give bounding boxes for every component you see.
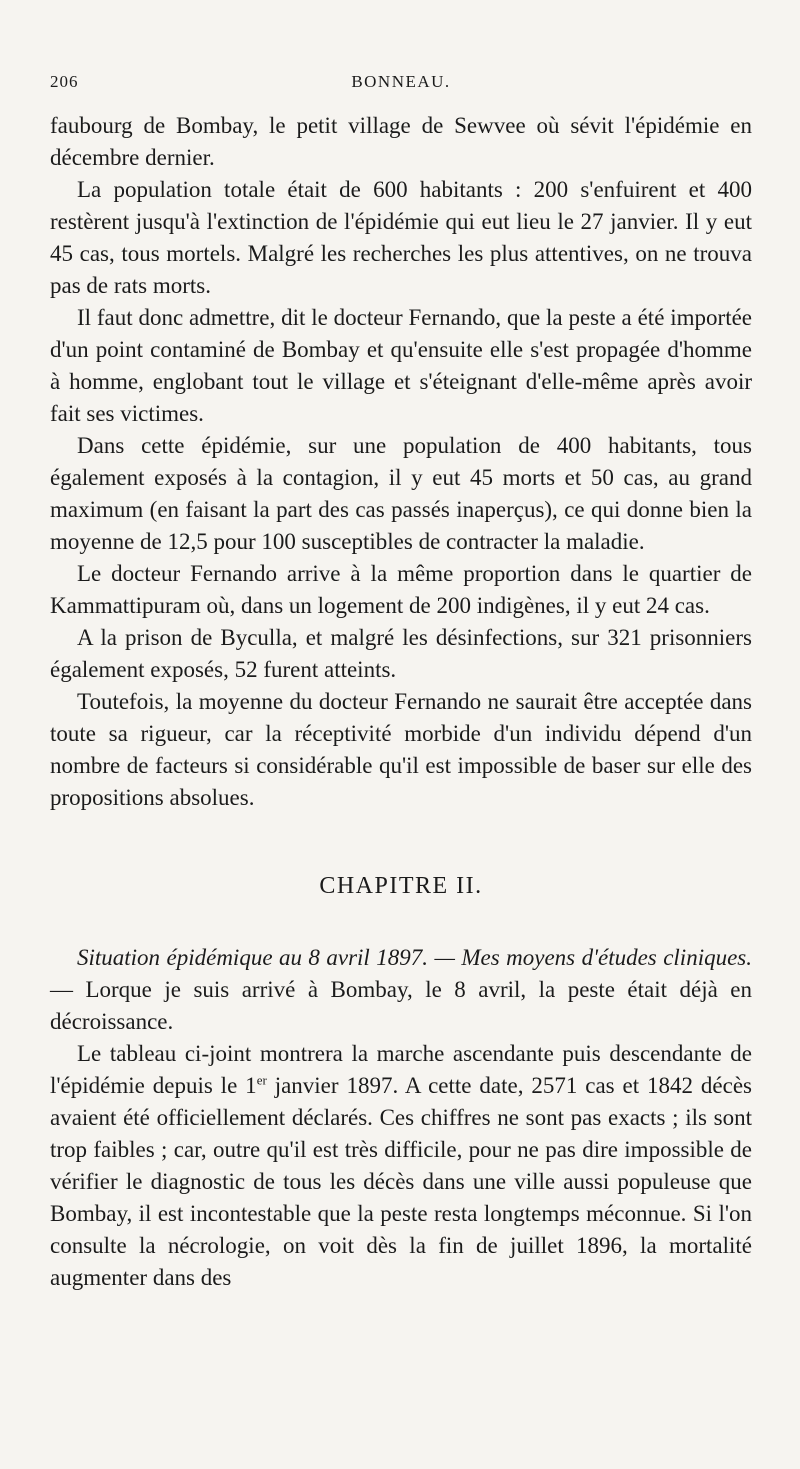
paragraph-4: Dans cette épidémie, sur une population de 400 habitants, tous également exposés à la contagion, il y eut 45 morts et 50 cas, au grand maximum (en faisant la part des cas passés inaperçus), ce qui donne bien la moyenne de 12,5 pour 100 susceptibles de contracter la maladie. xyxy=(50,433,752,554)
page-header xyxy=(50,72,752,96)
chapter-paragraph-2 xyxy=(50,1038,752,1294)
chapter-paragraph-2-start: Le tableau ci-joint montrera la marche ascendante puis descendante de l'épidémie depuis le 1 xyxy=(50,1041,752,1098)
superscript-er: er xyxy=(256,1072,267,1088)
chapter-paragraph-1 xyxy=(50,942,752,1038)
paragraph-3: Il faut donc admettre, dit le docteur Fernando, que la peste a été importée d'un point contaminé de Bombay et qu'ensuite elle s'est propagée d'homme à homme, englobant tout le village et s'éteignant d'elle-même après avoir fait ses victimes. xyxy=(50,305,752,426)
paragraph-5: Le docteur Fernando arrive à la même proportion dans le quartier de Kammattipuram où, dans un logement de 200 indigènes, il y eut 24 cas. xyxy=(50,561,752,618)
chapter-heading: CHAPITRE II. xyxy=(319,873,483,899)
paragraph-7: Toutefois, la moyenne du docteur Fernando ne saurait être acceptée dans toute sa rigueur, car la réceptivité morbide d'un individu dépend d'un nombre de facteurs si considérable qu'il est impossible de baser sur elle des propositions absolues. xyxy=(50,689,752,810)
section-title: Situation épidémique au 8 avril 1897. — Mes moyens d'études cliniques. xyxy=(77,945,752,970)
running-title: BONNEAU. xyxy=(351,72,451,91)
chapter-paragraph-1-text: — Lorque je suis arrivé à Bombay, le 8 avril, la peste était déjà en décroissance. xyxy=(50,977,752,1034)
paragraph-1: faubourg de Bombay, le petit village de Sewvee où sévit l'épidémie en décembre dernier. xyxy=(50,113,752,170)
chapter-paragraph-2-end: janvier 1897. A cette date, 2571 cas et 1842 décès avaient été officiellement déclarés. Ces chiffres ne sont pas exacts ; ils sont trop faibles ; car, outre qu'il est très difficile, pour ne pas dire impossible de vérifier le diagnostic de tous les décès dans une ville aussi populeuse que Bombay, il est incontestable que la peste resta longtemps méconnue. Si l'on consulte la nécrologie, on voit dès la fin de juillet 1896, la mortalité augmenter dans des xyxy=(50,1073,752,1290)
body-text xyxy=(50,110,752,1294)
paragraph-2: La population totale était de 600 habitants : 200 s'enfuirent et 400 restèrent jusqu'à l'extinction de l'épidémie qui eut lieu le 27 janvier. Il y eut 45 cas, tous mortels. Malgré les recherches les plus attentives, on ne trouva pas de rats morts. xyxy=(50,177,752,298)
paragraph-6: A la prison de Byculla, et malgré les désinfections, sur 321 prisonniers également exposés, 52 furent atteints. xyxy=(50,625,752,682)
page-number: 206 xyxy=(50,72,79,91)
